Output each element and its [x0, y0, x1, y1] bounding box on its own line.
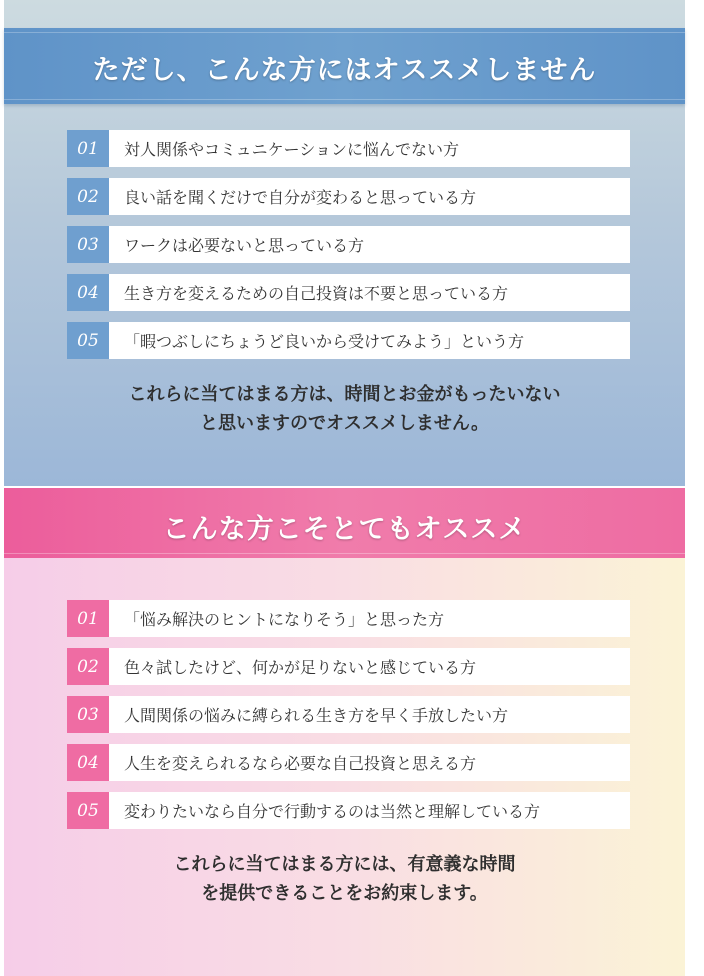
item-text: 色々試したけど、何かが足りないと感じている方	[124, 658, 477, 677]
not-recommended-header	[4, 28, 685, 104]
recommended-closing	[4, 850, 685, 908]
not-recommended-closing	[4, 380, 685, 438]
item-text: 変わりたいなら自分で行動するのは当然と理解している方	[124, 802, 541, 821]
closing-line: を提供できることをお約束します。	[201, 883, 488, 904]
item-number: 01	[67, 600, 109, 637]
item-number: 02	[67, 648, 109, 685]
item-number: 03	[67, 696, 109, 733]
list-item	[67, 792, 630, 829]
list-item	[67, 744, 630, 781]
item-number: 05	[67, 792, 109, 829]
list-item	[67, 696, 630, 733]
item-text: 「悩み解決のヒントになりそう」と思った方	[124, 610, 445, 629]
not-recommended-title: ただし、こんな方にはオススメしません	[92, 55, 597, 86]
item-text: 対人関係やコミュニケーションに悩んでない方	[124, 140, 460, 159]
list-item	[67, 322, 630, 359]
item-text: ワークは必要ないと思っている方	[124, 236, 365, 255]
list-item	[67, 226, 630, 263]
list-item	[67, 178, 630, 215]
closing-line: と思いますのでオススメしません。	[200, 413, 489, 434]
recommended-section	[4, 488, 685, 976]
item-number: 01	[67, 130, 109, 167]
item-number: 04	[67, 274, 109, 311]
item-text: 人生を変えられるなら必要な自己投資と思える方	[124, 754, 477, 773]
list-item	[67, 648, 630, 685]
closing-line: これらに当てはまる方には、有意義な時間	[173, 854, 516, 875]
item-text: 「暇つぶしにちょうど良いから受けてみよう」という方	[124, 332, 525, 351]
closing-line: これらに当てはまる方は、時間とお金がもったいない	[128, 384, 561, 405]
list-item	[67, 130, 630, 167]
item-number: 04	[67, 744, 109, 781]
item-number: 02	[67, 178, 109, 215]
list-item	[67, 274, 630, 311]
not-recommended-section	[4, 0, 685, 486]
item-text: 人間関係の悩みに縛られる生き方を早く手放したい方	[124, 706, 509, 725]
list-item	[67, 600, 630, 637]
item-text: 良い話を聞くだけで自分が変わると思っている方	[124, 188, 477, 207]
item-number: 03	[67, 226, 109, 263]
item-number: 05	[67, 322, 109, 359]
recommended-title: こんな方こそとてもオススメ	[162, 514, 527, 545]
item-text: 生き方を変えるための自己投資は不要と思っている方	[124, 284, 509, 303]
recommended-list	[67, 600, 630, 840]
not-recommended-list	[67, 130, 630, 370]
recommended-header	[4, 488, 685, 558]
